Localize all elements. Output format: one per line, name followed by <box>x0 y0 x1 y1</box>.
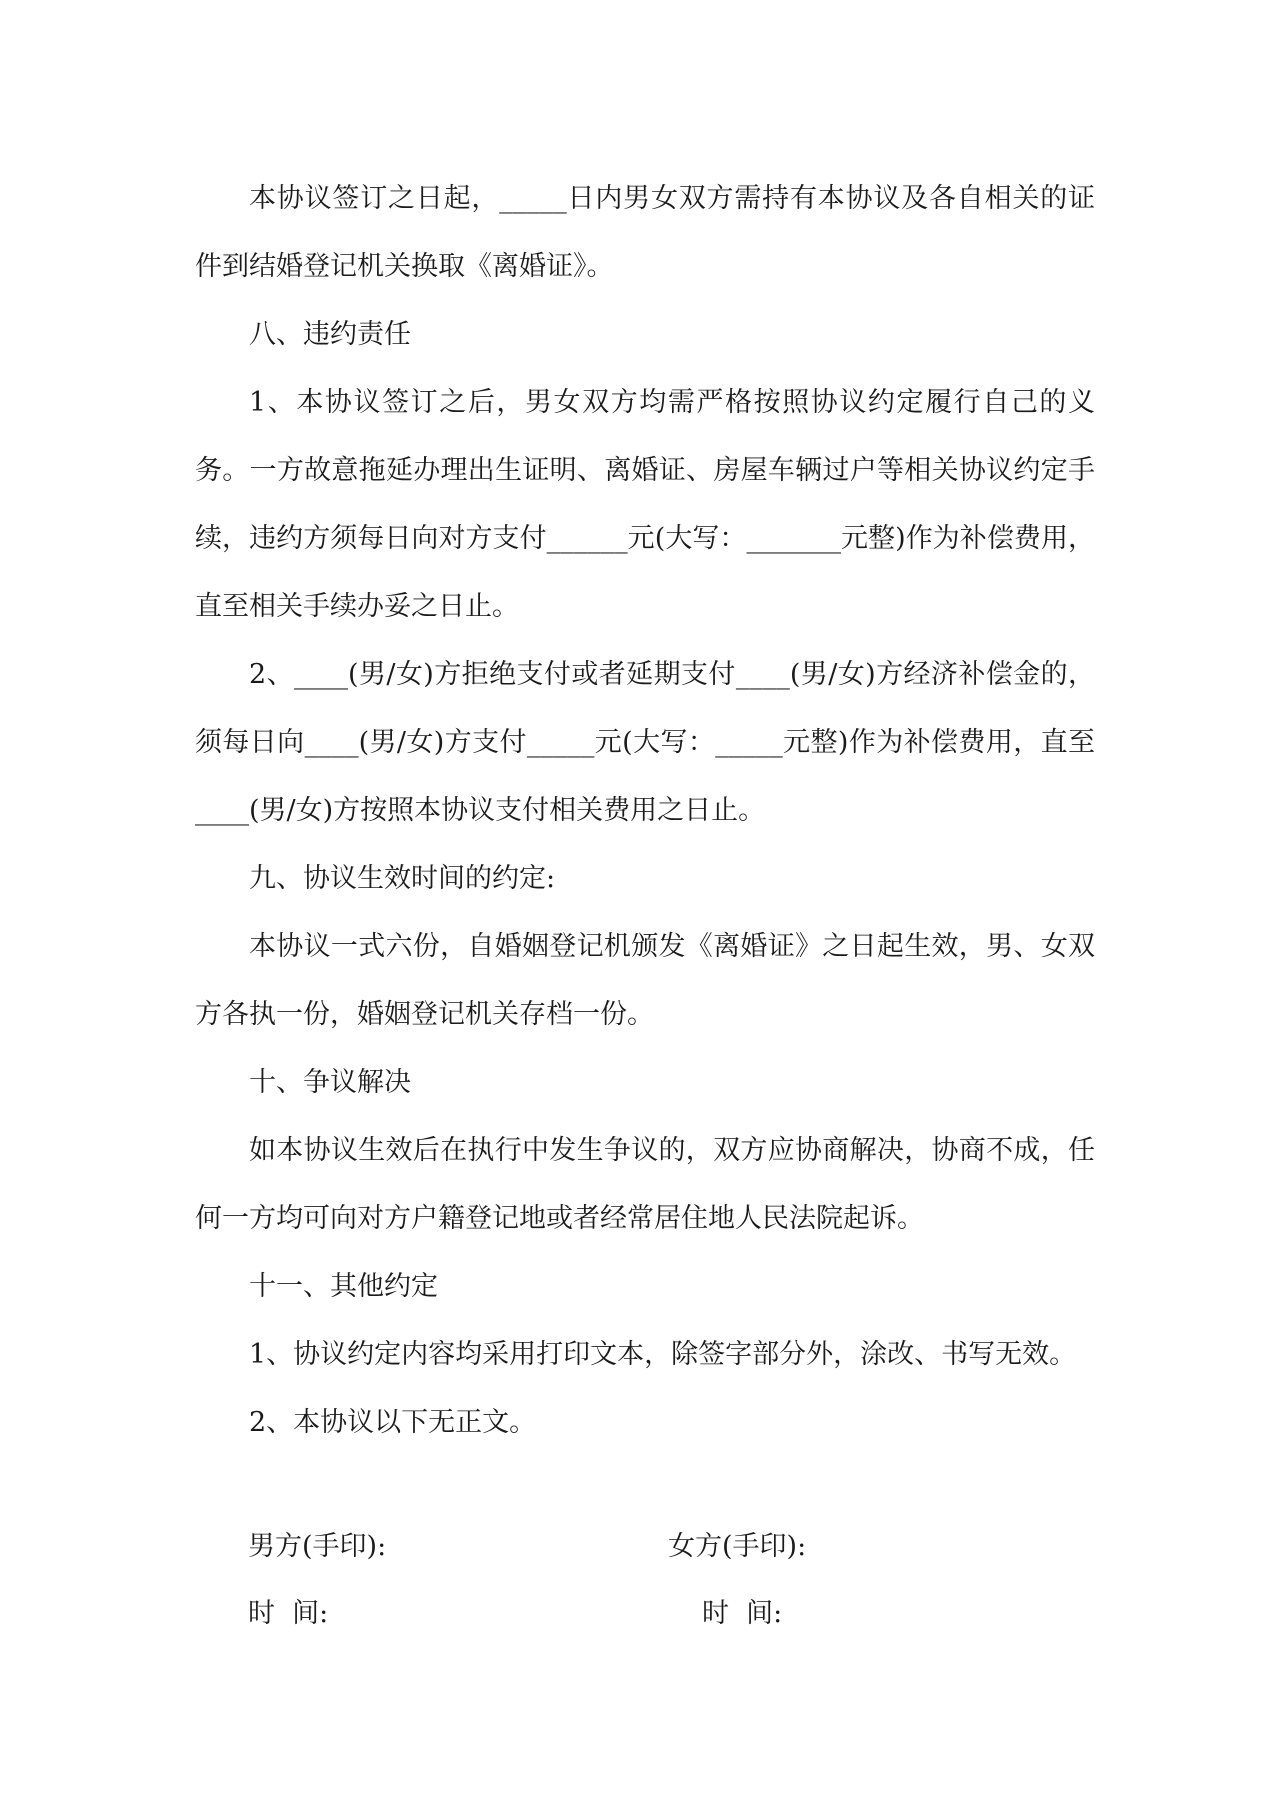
female-time-label: 时 间: <box>702 1598 783 1629</box>
paragraph-certificate-exchange: 本协议签订之日起，_____日内男女双方需持有本协议及各自相关的证件到结婚登记机关换取《离婚证》。 <box>195 183 1095 282</box>
paragraph-dispute-resolution: 如本协议生效后在执行中发生争议的，双方应协商解决，协商不成，任何一方均可向对方户籍登记地或者经常居住地人民法院起诉。 <box>195 1135 1095 1234</box>
heading-effective-time: 九、协议生效时间的约定: <box>249 863 556 894</box>
heading-breach-liability: 八、违约责任 <box>249 319 411 350</box>
male-signature-label: 男方(手印): <box>248 1531 387 1562</box>
male-time-label: 时 间: <box>248 1598 329 1629</box>
document-body <box>195 165 1095 1457</box>
female-signature-label: 女方(手印): <box>668 1531 807 1562</box>
paragraph-breach-1: 1、本协议签订之后，男女双方均需严格按照协议约定履行自己的义务。一方故意拖延办理出生证明、离婚证、房屋车辆过户等相关协议约定手续，违约方须每日向对方支付______元(大写：_______元整)作为补偿费用，直至相关手续办妥之日止。 <box>195 387 1095 622</box>
paragraph-other-terms-1: 1、协议约定内容均采用打印文本，除签字部分外，涂改、书写无效。 <box>249 1339 1077 1370</box>
heading-dispute-resolution: 十、争议解决 <box>249 1067 411 1098</box>
paragraph-other-terms-2: 2、本协议以下无正文。 <box>249 1407 537 1438</box>
paragraph-effective-time: 本协议一式六份，自婚姻登记机颁发《离婚证》之日起生效，男、女双方各执一份，婚姻登记机关存档一份。 <box>195 931 1095 1030</box>
paragraph-breach-2: 2、____(男/女)方拒绝支付或者延期支付____(男/女)方经济补偿金的，须每日向____(男/女)方支付_____元(大写：_____元整)作为补偿费用，直至____(男/女)方按照本协议支付相关费用之日止。 <box>195 659 1095 826</box>
heading-other-terms: 十一、其他约定 <box>249 1271 438 1302</box>
